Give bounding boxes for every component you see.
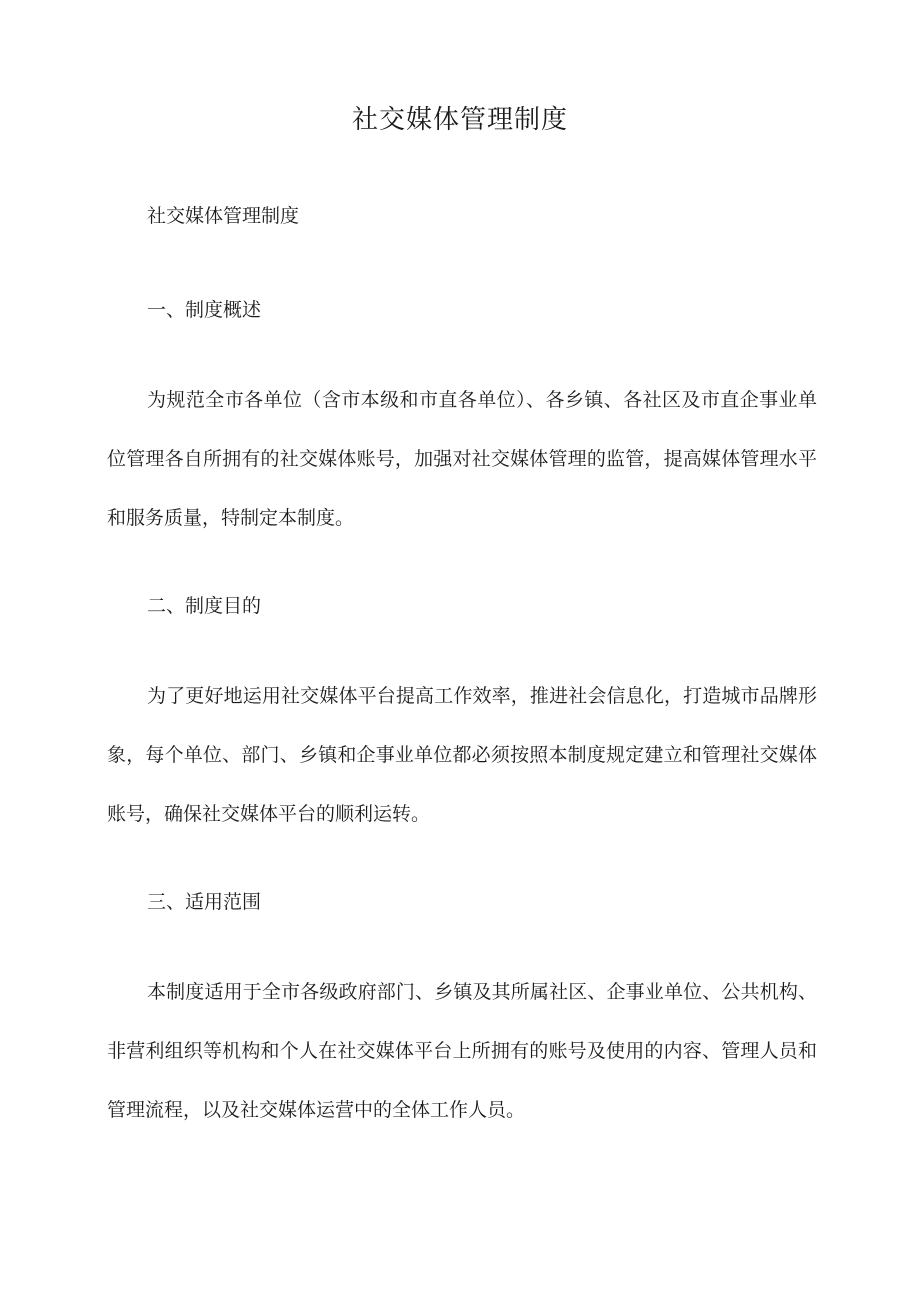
section-body-scope: 本制度适用于全市各级政府部门、乡镇及其所属社区、企事业单位、公共机构、非营利组织等机构和个人在社交媒体平台上所拥有的账号及使用的内容、管理人员和管理流程，以及社交媒体运营中的全体工作人员。	[107, 981, 817, 1121]
section-body-overview: 为规范全市各单位（含市本级和市直各单位）、各乡镇、各社区及市直企事业单位管理各自所拥有的社交媒体账号，加强对社交媒体管理的监管，提高媒体管理水平和服务质量，特制定本制度。	[107, 389, 817, 529]
section-heading-purpose: 二、制度目的	[147, 595, 262, 617]
section-body-purpose: 为了更好地运用社交媒体平台提高工作效率，推进社会信息化，打造城市品牌形象，每个单位、部门、乡镇和企事业单位都必须按照本制度规定建立和管理社交媒体账号，确保社交媒体平台的顺利运转。	[107, 685, 817, 825]
document-subtitle: 社交媒体管理制度	[147, 205, 300, 227]
section-heading-scope: 三、适用范围	[147, 891, 262, 913]
section-heading-overview: 一、制度概述	[147, 299, 262, 321]
document-title: 社交媒体管理制度	[351, 105, 568, 135]
